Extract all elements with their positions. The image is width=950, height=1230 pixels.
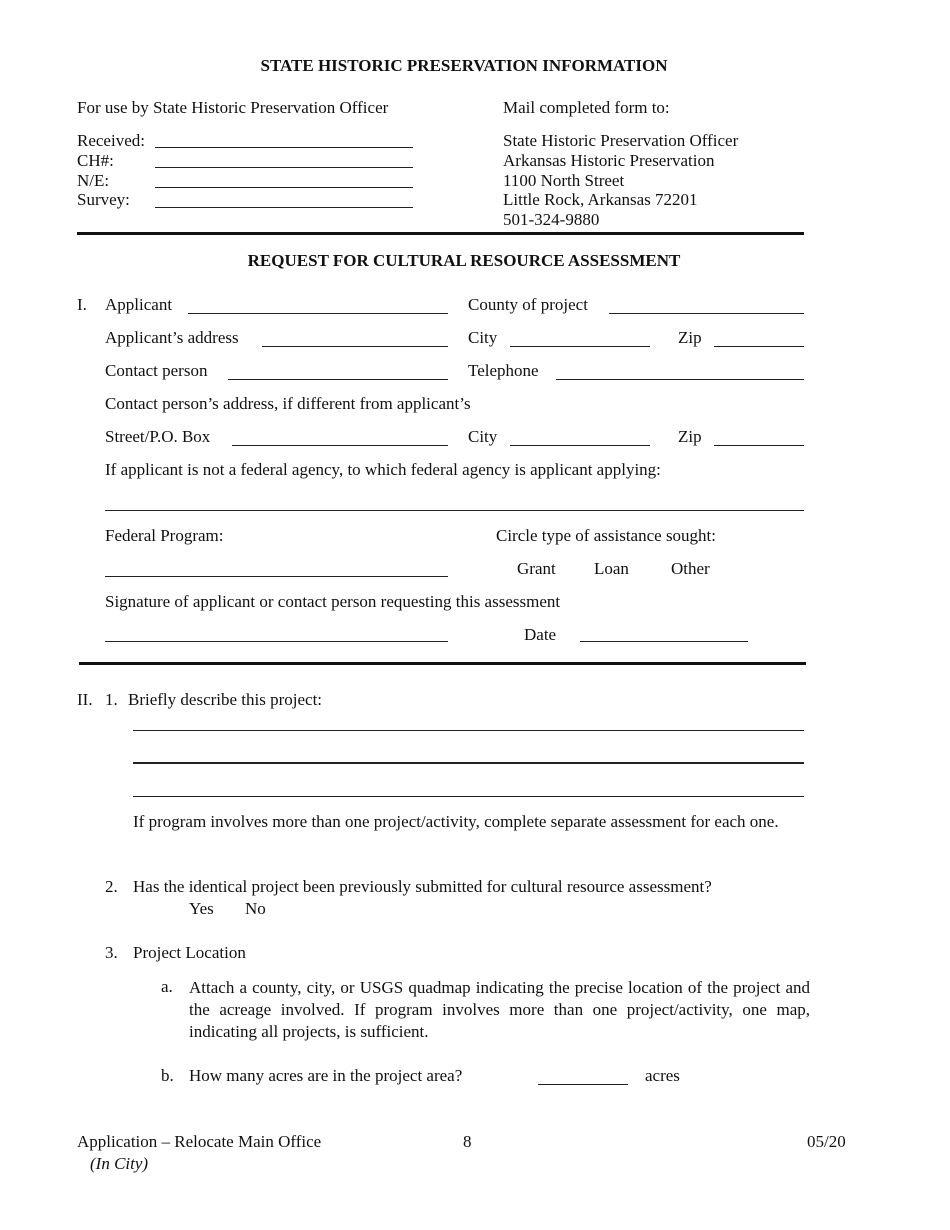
federal-agency-question: If applicant is not a federal agency, to which federal agency is applicant applying:	[105, 460, 661, 479]
section-numeral: I.	[77, 295, 87, 314]
address-line: 1100 North Street	[503, 171, 625, 190]
county-label: County of project	[468, 295, 588, 314]
section-title: REQUEST FOR CULTURAL RESOURCE ASSESSMENT	[247, 251, 681, 270]
assistance-option-grant[interactable]: Grant	[517, 559, 556, 578]
section-numeral: II.	[77, 690, 93, 709]
date-field[interactable]	[580, 641, 748, 642]
address-phone: 501-324-9880	[503, 210, 600, 229]
federal-agency-field[interactable]	[105, 510, 804, 511]
street-field[interactable]	[232, 445, 448, 446]
description-line[interactable]	[133, 796, 804, 797]
received-label: Received:	[77, 131, 145, 150]
attach-map-instruction: Attach a county, city, or USGS quadmap indicating the precise location of the project and the acreage involved. If program involves more than one project/activity, one map, indicating all projects, is sufficient.	[189, 978, 810, 1042]
ne-label: N/E:	[77, 171, 110, 190]
telephone-field[interactable]	[556, 379, 804, 380]
for-use-label: For use by State Historic Preservation Officer	[77, 98, 389, 117]
assistance-option-other[interactable]: Other	[671, 559, 710, 578]
acres-question: How many acres are in the project area?	[189, 1066, 463, 1085]
divider	[79, 662, 806, 665]
question-project-location: Project Location	[133, 943, 246, 962]
contact-person-label: Contact person	[105, 361, 208, 380]
contact-person-field[interactable]	[228, 379, 448, 380]
applicant-field[interactable]	[188, 313, 448, 314]
county-field[interactable]	[609, 313, 804, 314]
description-line[interactable]	[133, 730, 804, 731]
question-number: 2.	[105, 877, 118, 896]
survey-field[interactable]	[155, 207, 413, 208]
applicant-address-label: Applicant’s address	[105, 328, 239, 347]
applicant-label: Applicant	[105, 295, 173, 314]
address-line: State Historic Preservation Officer	[503, 131, 739, 150]
zip-label: Zip	[678, 427, 702, 446]
page-title: STATE HISTORIC PRESERVATION INFORMATION	[260, 56, 668, 75]
address-line: Little Rock, Arkansas 72201	[503, 190, 698, 209]
city-label: City	[468, 427, 498, 446]
question-previously-submitted: Has the identical project been previously submitted for cultural resource assessment?	[133, 877, 712, 896]
assistance-option-loan[interactable]: Loan	[594, 559, 629, 578]
description-line[interactable]	[133, 762, 804, 764]
multiple-project-note: If program involves more than one project/activity, complete separate assessment for each one.	[133, 812, 779, 831]
page-number: 8	[463, 1132, 472, 1151]
acres-unit: acres	[645, 1066, 680, 1085]
contact-zip-field[interactable]	[714, 445, 804, 446]
zip-label: Zip	[678, 328, 702, 347]
zip-field[interactable]	[714, 346, 804, 347]
acres-field[interactable]	[538, 1084, 628, 1085]
ne-field[interactable]	[155, 187, 413, 188]
signature-label: Signature of applicant or contact person requesting this assessment	[105, 592, 561, 611]
answer-yes[interactable]: Yes	[189, 899, 214, 918]
city-field[interactable]	[510, 346, 650, 347]
divider	[77, 232, 804, 235]
footer-subtitle: (In City)	[90, 1154, 149, 1173]
federal-program-label: Federal Program:	[105, 526, 224, 545]
date-label: Date	[524, 625, 557, 644]
mail-to-label: Mail completed form to:	[503, 98, 670, 117]
telephone-label: Telephone	[468, 361, 539, 380]
footer-date: 05/20	[807, 1132, 846, 1151]
question-number: 1.	[105, 690, 118, 709]
item-label: b.	[161, 1066, 174, 1085]
address-line: Arkansas Historic Preservation	[503, 151, 715, 170]
ch-field[interactable]	[155, 167, 413, 168]
item-label: a.	[161, 977, 173, 996]
question-number: 3.	[105, 943, 118, 962]
applicant-address-field[interactable]	[262, 346, 448, 347]
street-label: Street/P.O. Box	[105, 427, 211, 446]
contact-address-note: Contact person’s address, if different from applicant’s	[105, 394, 471, 413]
ch-label: CH#:	[77, 151, 114, 170]
survey-label: Survey:	[77, 190, 130, 209]
signature-field[interactable]	[105, 641, 448, 642]
footer-title: Application – Relocate Main Office	[77, 1132, 322, 1151]
received-field[interactable]	[155, 147, 413, 148]
contact-city-field[interactable]	[510, 445, 650, 446]
question-describe-project: Briefly describe this project:	[128, 690, 323, 709]
federal-program-field[interactable]	[105, 576, 448, 577]
answer-no[interactable]: No	[245, 899, 266, 918]
city-label: City	[468, 328, 498, 347]
circle-type-label: Circle type of assistance sought:	[496, 526, 717, 545]
